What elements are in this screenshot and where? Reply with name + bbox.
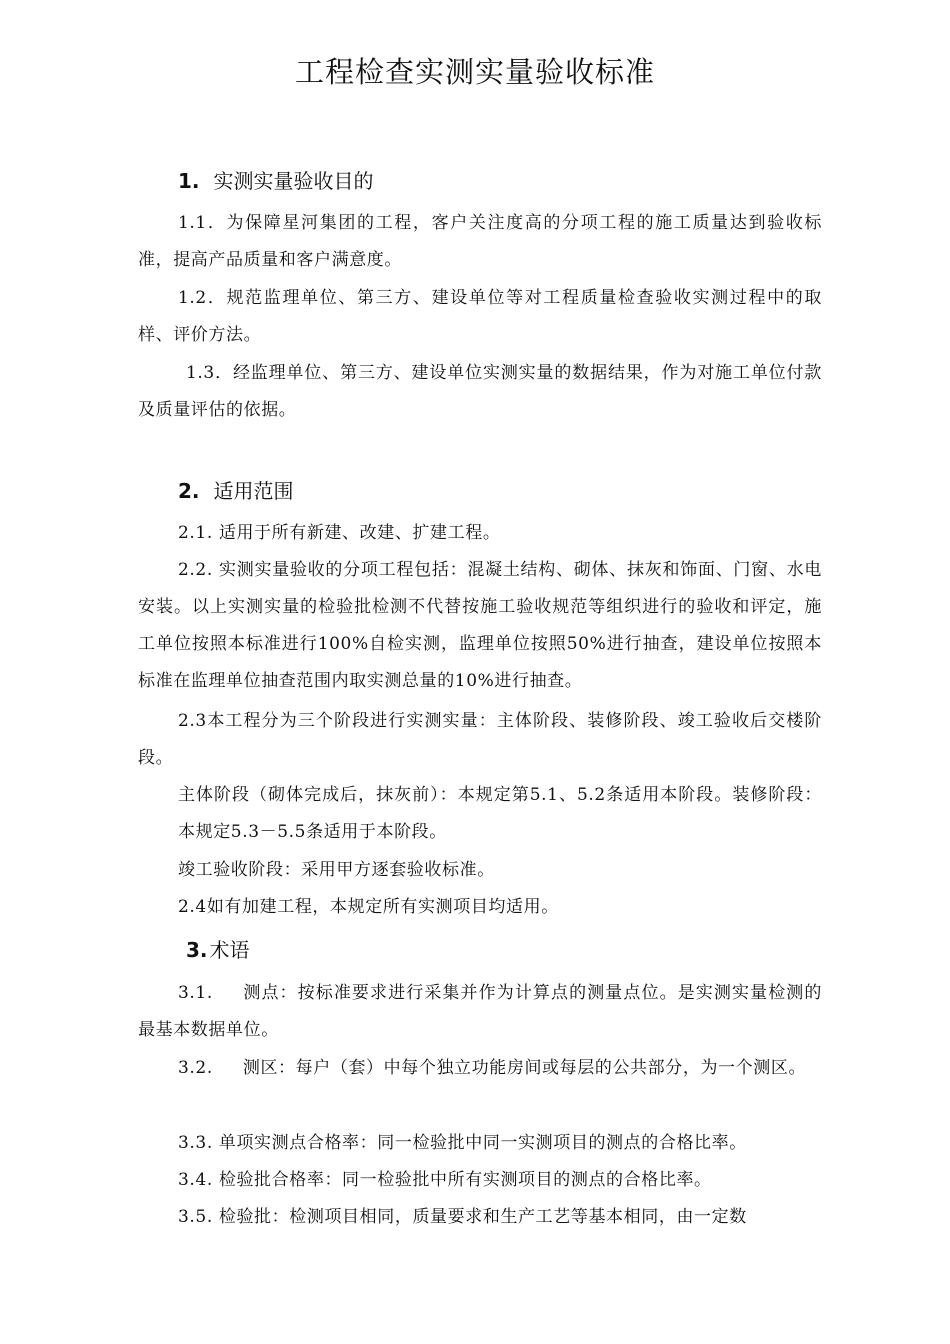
paragraph-1-2: 1.2．规范监理单位、第三方、建设单位等对工程质量检查验收实测过程中的取样、评价方法。 — [138, 288, 822, 345]
paragraph-3-4: 3.4. 检验批合格率：同一检验批中所有实测项目的测点的合格比率。 — [178, 1170, 712, 1190]
term-3-1-text: 测点：按标准要求进行采集并作为计算点的测量点位。是实测实量检测的最基本数据单位。 — [138, 983, 822, 1040]
paragraph-2-3: 2.3本工程分为三个阶段进行实测实量：主体阶段、装修阶段、竣工验收后交楼阶段。 — [138, 711, 822, 768]
paragraph-3-3: 3.3. 单项实测点合格率：同一检验批中同一实测项目的测点的合格比率。 — [178, 1133, 747, 1153]
section-2-title: 适用范围 — [213, 479, 294, 503]
section-1-heading — [178, 167, 374, 195]
section-2-heading — [178, 477, 294, 505]
page-title: 工程检查实测实量验收标准 — [294, 55, 655, 89]
section-1-number: 1. — [178, 169, 200, 193]
term-3-2-text: 测区：每户（套）中每个独立功能房间或每层的公共部分，为一个测区。 — [242, 1058, 807, 1078]
paragraph-1-3: 1.3．经监理单位、第三方、建设单位实测实量的数据结果，作为对施工单位付款及质量评估的依据。 — [138, 363, 822, 420]
section-1-title: 实测实量验收目的 — [213, 169, 374, 193]
section-3-title: 术语 — [209, 938, 250, 962]
section-2-number: 2. — [178, 479, 200, 503]
paragraph-1-1: 1.1．为保障星河集团的工程，客户关注度高的分项工程的施工质量达到验收标准，提高产品质量和客户满意度。 — [138, 213, 822, 270]
section-3-number: 3. — [186, 938, 208, 962]
paragraph-3-1 — [138, 975, 822, 1049]
paragraph-2-3-completion-stage: 竣工验收阶段：采用甲方逐套验收标准。 — [178, 860, 495, 880]
paragraph-2-1: 2.1. 适用于所有新建、改建、扩建工程。 — [178, 523, 501, 543]
paragraph-2-4: 2.4如有加建工程，本规定所有实测项目均适用。 — [178, 897, 559, 917]
term-3-1-number: 3.1. — [178, 983, 213, 1003]
paragraph-2-3-main-stage: 主体阶段（砌体完成后，抹灰前）：本规定第5.1、5.2条适用本阶段。装修阶段：本规定5.3－5.5条适用于本阶段。 — [178, 785, 822, 842]
paragraph-3-2 — [138, 1050, 822, 1087]
section-3-heading — [186, 936, 250, 964]
paragraph-3-5: 3.5. 检验批：检测项目相同，质量要求和生产工艺等基本相同，由一定数 — [178, 1207, 747, 1227]
term-3-2-number: 3.2. — [178, 1058, 213, 1078]
paragraph-2-2: 2.2. 实测实量验收的分项工程包括：混凝土结构、砌体、抹灰和饰面、门窗、水电安装。以上实测实量的检验批检测不代替按施工验收规范等组织进行的验收和评定，施工单位按照本标准进行100%自检实测，监理单位按照50%进行抽查，建设单位按照本标准在监理单位抽查范围内取实测总量的10%进行抽查。 — [138, 560, 822, 691]
